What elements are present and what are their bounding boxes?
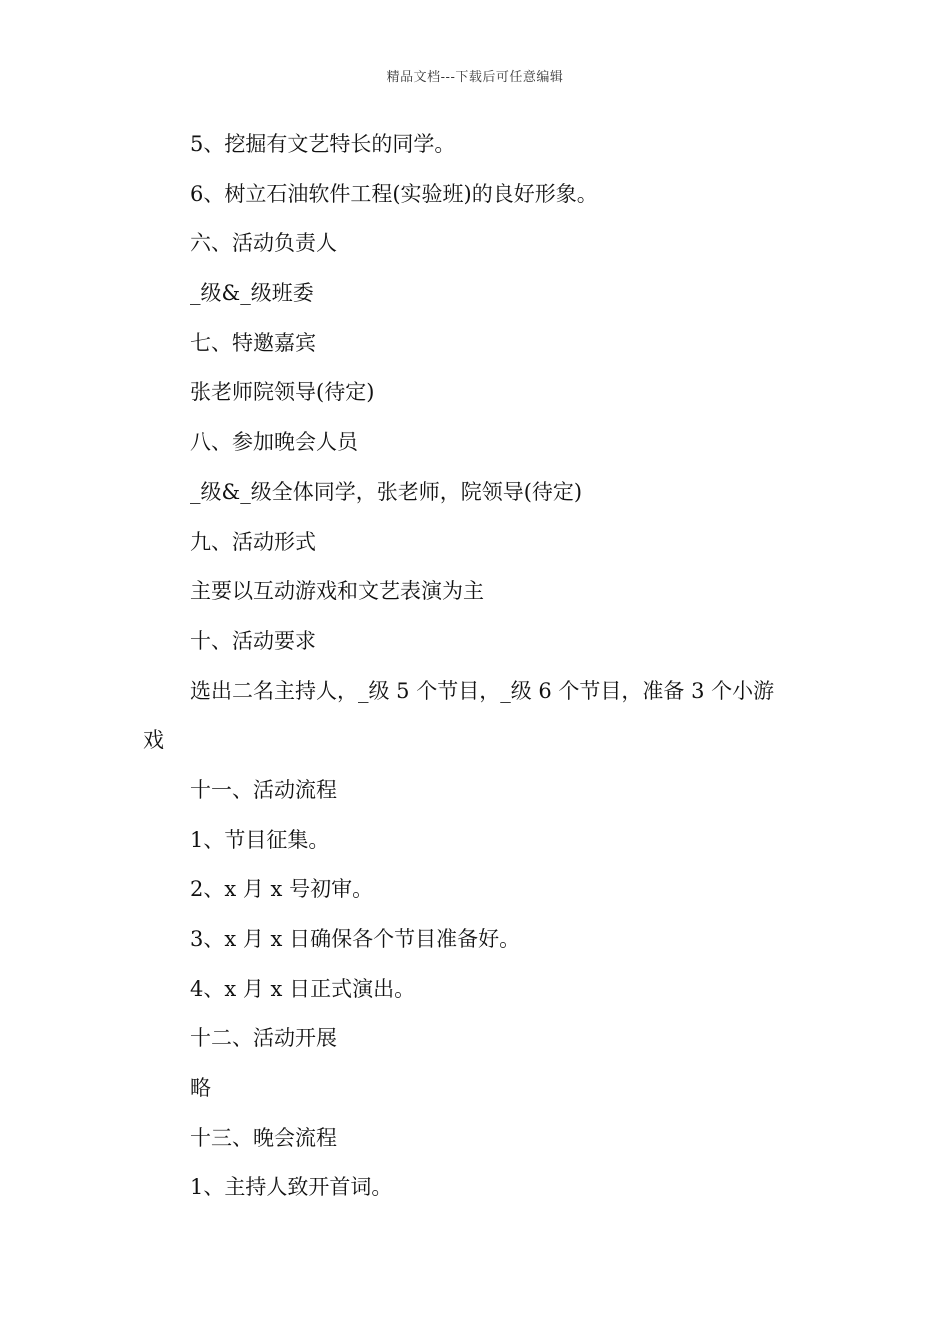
section-text-continued: 戏 bbox=[143, 728, 164, 753]
section-heading-8: 八、参加晚会人员 bbox=[190, 430, 358, 455]
list-item-4: 4、x 月 x 日正式演出。 bbox=[190, 976, 416, 1001]
list-item-3: 3、x 月 x 日确保各个节目准备好。 bbox=[190, 927, 521, 951]
list-item-1: 1、节目征集。 bbox=[190, 827, 330, 852]
section-text: _级&_级班委 bbox=[190, 281, 314, 306]
section-text: 主要以互动游戏和文艺表演为主 bbox=[190, 579, 484, 604]
section-heading-11: 十一、活动流程 bbox=[190, 777, 337, 802]
list-item-6: 6、树立石油软件工程(实验班)的良好形象。 bbox=[190, 181, 598, 206]
section-heading-10: 十、活动要求 bbox=[190, 628, 316, 653]
section-heading-6: 六、活动负责人 bbox=[190, 231, 337, 256]
section-text: 张老师院领导(待定) bbox=[190, 380, 375, 405]
section-text: _级&_级全体同学，张老师，院领导(待定) bbox=[190, 479, 583, 504]
page-header: 精品文档---下载后可任意编辑 bbox=[386, 70, 564, 85]
section-text: 略 bbox=[190, 1076, 211, 1101]
document-body bbox=[143, 132, 813, 1225]
section-heading-7: 七、特邀嘉宾 bbox=[190, 330, 316, 355]
list-item-2: 2、x 月 x 号初审。 bbox=[190, 877, 374, 902]
section-heading-12: 十二、活动开展 bbox=[190, 1026, 337, 1051]
section-heading-13: 十三、晚会流程 bbox=[190, 1125, 337, 1150]
section-text: 选出二名主持人，_级 5 个节目，_级 6 个节目，准备 3 个小游 bbox=[190, 678, 775, 703]
list-item-5: 5、挖掘有文艺特长的同学。 bbox=[190, 132, 456, 156]
list-item-1: 1、主持人致开首词。 bbox=[190, 1175, 393, 1200]
section-heading-9: 九、活动形式 bbox=[190, 529, 316, 554]
